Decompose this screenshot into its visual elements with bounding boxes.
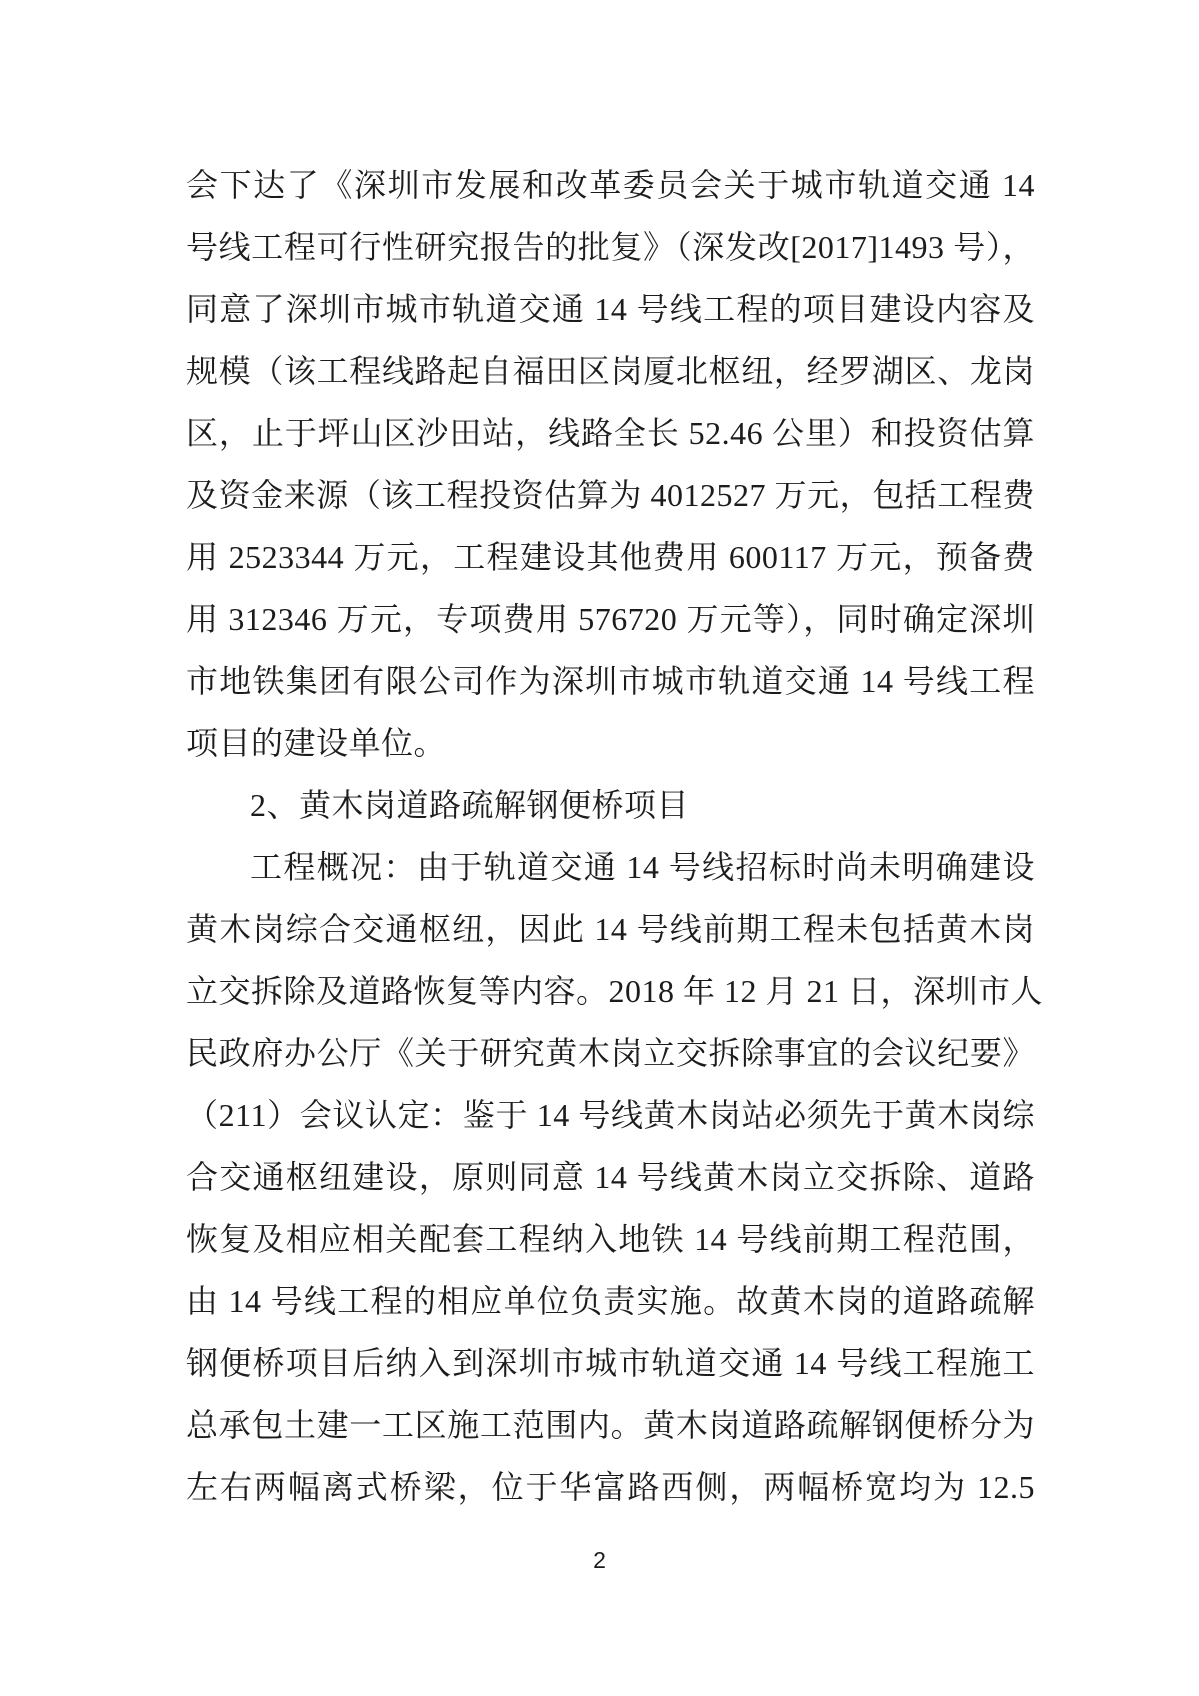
text-line: 号线工程可行性研究报告的批复》（深发改[2017]1493 号）， (186, 229, 1035, 265)
text-line: 规模（该工程线路起自福田区岗厦北枢纽，经罗湖区、龙岗 (186, 353, 1035, 389)
text-line: 用 312346 万元，专项费用 576720 万元等），同时确定深圳 (186, 601, 1035, 637)
text-line: 区，止于坪山区沙田站，线路全长 52.46 公里）和投资估算 (186, 415, 1035, 451)
document-body-text (186, 154, 1044, 1518)
text-line: 立交拆除及道路恢复等内容。2018 年 12 月 21 日，深圳市人 (186, 973, 1044, 1009)
text-line: 市地铁集团有限公司作为深圳市城市轨道交通 14 号线工程 (186, 663, 1035, 699)
text-line: 钢便桥项目后纳入到深圳市城市轨道交通 14 号线工程施工 (186, 1345, 1035, 1381)
section-heading: 2、黄木岗道路疏解钢便桥项目 (250, 787, 690, 823)
text-line: 左右两幅离式桥梁，位于华富路西侧，两幅桥宽均为 12.5 (186, 1469, 1035, 1505)
text-line: 民政府办公厅《关于研究黄木岗立交拆除事宜的会议纪要》 (186, 1035, 1035, 1071)
text-line: 会下达了《深圳市发展和改革委员会关于城市轨道交通 14 (186, 167, 1035, 203)
text-line: 同意了深圳市城市轨道交通 14 号线工程的项目建设内容及 (186, 291, 1035, 327)
text-line: 合交通枢纽建设，原则同意 14 号线黄木岗立交拆除、道路 (186, 1159, 1035, 1195)
text-line: 恢复及相应相关配套工程纳入地铁 14 号线前期工程范围， (186, 1221, 1035, 1257)
text-line: 工程概况：由于轨道交通 14 号线招标时尚未明确建设 (250, 849, 1035, 885)
text-line: 及资金来源（该工程投资估算为 4012527 万元，包括工程费 (186, 477, 1035, 513)
text-line: 用 2523344 万元，工程建设其他费用 600117 万元，预备费 (186, 539, 1035, 575)
text-line: 项目的建设单位。 (186, 725, 447, 761)
text-line: 总承包土建一工区施工范围内。黄木岗道路疏解钢便桥分为 (186, 1407, 1035, 1443)
text-line: （211）会议认定：鉴于 14 号线黄木岗站必须先于黄木岗综 (186, 1097, 1035, 1133)
text-line: 黄木岗综合交通枢纽，因此 14 号线前期工程未包括黄木岗 (186, 911, 1035, 947)
text-line: 由 14 号线工程的相应单位负责实施。故黄木岗的道路疏解 (186, 1283, 1035, 1319)
page-number: 2 (593, 1547, 606, 1573)
